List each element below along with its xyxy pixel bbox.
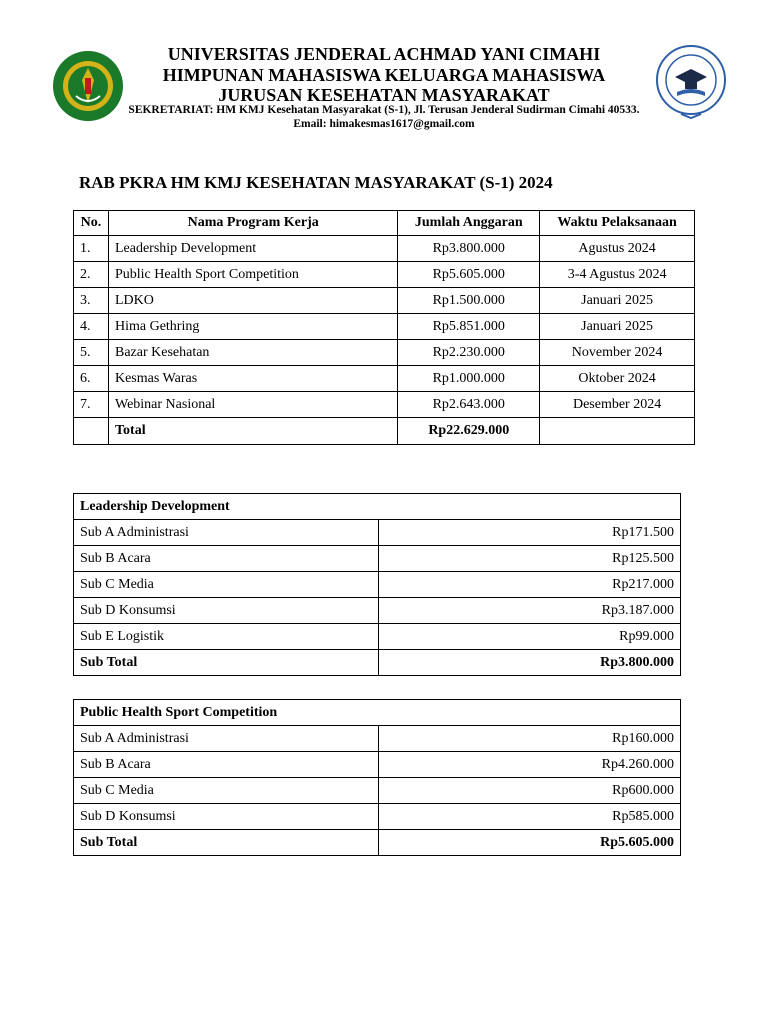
sub-label: Sub D Konsumsi — [74, 804, 379, 830]
table-row — [74, 262, 695, 288]
cell-program-name: Hima Gethring — [108, 314, 397, 340]
subtotal-row — [74, 650, 681, 676]
cell-budget: Rp2.643.000 — [398, 392, 540, 418]
cell-program-name: Public Health Sport Competition — [108, 262, 397, 288]
table-row — [74, 804, 681, 830]
sub-label: Sub A Administrasi — [74, 726, 379, 752]
sub-amount: Rp3.187.000 — [379, 598, 681, 624]
table-row — [74, 520, 681, 546]
cell-program-name: LDKO — [108, 288, 397, 314]
total-amount: Rp22.629.000 — [398, 418, 540, 445]
table-row — [74, 752, 681, 778]
cell-time: Desember 2024 — [540, 392, 695, 418]
document-title: RAB PKRA HM KMJ KESEHATAN MASYARAKAT (S-1) 2024 — [79, 173, 553, 192]
sub-amount: Rp171.500 — [379, 520, 681, 546]
table-row — [74, 288, 695, 314]
cell-program-name: Webinar Nasional — [108, 392, 397, 418]
cell-time: Agustus 2024 — [540, 236, 695, 262]
cell-time: 3-4 Agustus 2024 — [540, 262, 695, 288]
section-title: Public Health Sport Competition — [74, 700, 681, 726]
section-title-row — [74, 700, 681, 726]
section-title: Leadership Development — [74, 494, 681, 520]
cell-time: Januari 2025 — [540, 314, 695, 340]
header-program-name: Nama Program Kerja — [108, 211, 397, 236]
subtotal-label: Sub Total — [74, 650, 379, 676]
table-row — [74, 340, 695, 366]
cell-program-name: Kesmas Waras — [108, 366, 397, 392]
total-row — [74, 418, 695, 445]
table-row — [74, 624, 681, 650]
leadership-development-table — [73, 493, 681, 676]
cell-no: 1. — [74, 236, 109, 262]
sub-amount: Rp125.500 — [379, 546, 681, 572]
cell-budget: Rp5.851.000 — [398, 314, 540, 340]
table-row — [74, 314, 695, 340]
cell-no-empty — [74, 418, 109, 445]
university-name: UNIVERSITAS JENDERAL ACHMAD YANI CIMAHI — [167, 44, 601, 64]
header-time: Waktu Pelaksanaan — [540, 211, 695, 236]
cell-time: Oktober 2024 — [540, 366, 695, 392]
sub-amount: Rp99.000 — [379, 624, 681, 650]
section-title-row — [74, 494, 681, 520]
cell-budget: Rp1.500.000 — [398, 288, 540, 314]
sub-amount: Rp585.000 — [379, 804, 681, 830]
cell-budget: Rp2.230.000 — [398, 340, 540, 366]
subtotal-amount: Rp3.800.000 — [379, 650, 681, 676]
sub-amount: Rp600.000 — [379, 778, 681, 804]
sub-amount: Rp160.000 — [379, 726, 681, 752]
contact-email: Email: himakesmas1617@gmail.com — [293, 118, 475, 130]
sub-label: Sub E Logistik — [74, 624, 379, 650]
sub-label: Sub C Media — [74, 778, 379, 804]
cell-budget: Rp1.000.000 — [398, 366, 540, 392]
total-label: Total — [108, 418, 397, 445]
sub-amount: Rp4.260.000 — [379, 752, 681, 778]
header-no: No. — [74, 211, 109, 236]
subtotal-label: Sub Total — [74, 830, 379, 856]
sub-label: Sub A Administrasi — [74, 520, 379, 546]
table-header-row — [74, 211, 695, 236]
cell-time-empty — [540, 418, 695, 445]
sub-label: Sub D Konsumsi — [74, 598, 379, 624]
sub-label: Sub B Acara — [74, 752, 379, 778]
table-row — [74, 366, 695, 392]
header-budget: Jumlah Anggaran — [398, 211, 540, 236]
rab-table — [73, 210, 695, 445]
department-name: JURUSAN KESEHATAN MASYARAKAT — [218, 85, 550, 105]
table-row — [74, 726, 681, 752]
cell-no: 6. — [74, 366, 109, 392]
sub-amount: Rp217.000 — [379, 572, 681, 598]
cell-no: 7. — [74, 392, 109, 418]
organization-name: HIMPUNAN MAHASISWA KELUARGA MAHASISWA — [162, 65, 606, 85]
table-row — [74, 236, 695, 262]
cell-program-name: Bazar Kesehatan — [108, 340, 397, 366]
cell-time: November 2024 — [540, 340, 695, 366]
cell-budget: Rp3.800.000 — [398, 236, 540, 262]
cell-budget: Rp5.605.000 — [398, 262, 540, 288]
subtotal-amount: Rp5.605.000 — [379, 830, 681, 856]
sub-label: Sub B Acara — [74, 546, 379, 572]
table-row — [74, 778, 681, 804]
sub-label: Sub C Media — [74, 572, 379, 598]
public-health-sport-competition-table — [73, 699, 681, 856]
table-row — [74, 392, 695, 418]
subtotal-row — [74, 830, 681, 856]
cell-no: 2. — [74, 262, 109, 288]
secretariat-address: SEKRETARIAT: HM KMJ Kesehatan Masyarakat (S-1), Jl. Terusan Jenderal Sudirman Cimahi 40533. — [128, 104, 640, 116]
cell-program-name: Leadership Development — [108, 236, 397, 262]
table-row — [74, 546, 681, 572]
cell-no: 4. — [74, 314, 109, 340]
cell-no: 3. — [74, 288, 109, 314]
cell-no: 5. — [74, 340, 109, 366]
table-row — [74, 598, 681, 624]
cell-time: Januari 2025 — [540, 288, 695, 314]
table-row — [74, 572, 681, 598]
